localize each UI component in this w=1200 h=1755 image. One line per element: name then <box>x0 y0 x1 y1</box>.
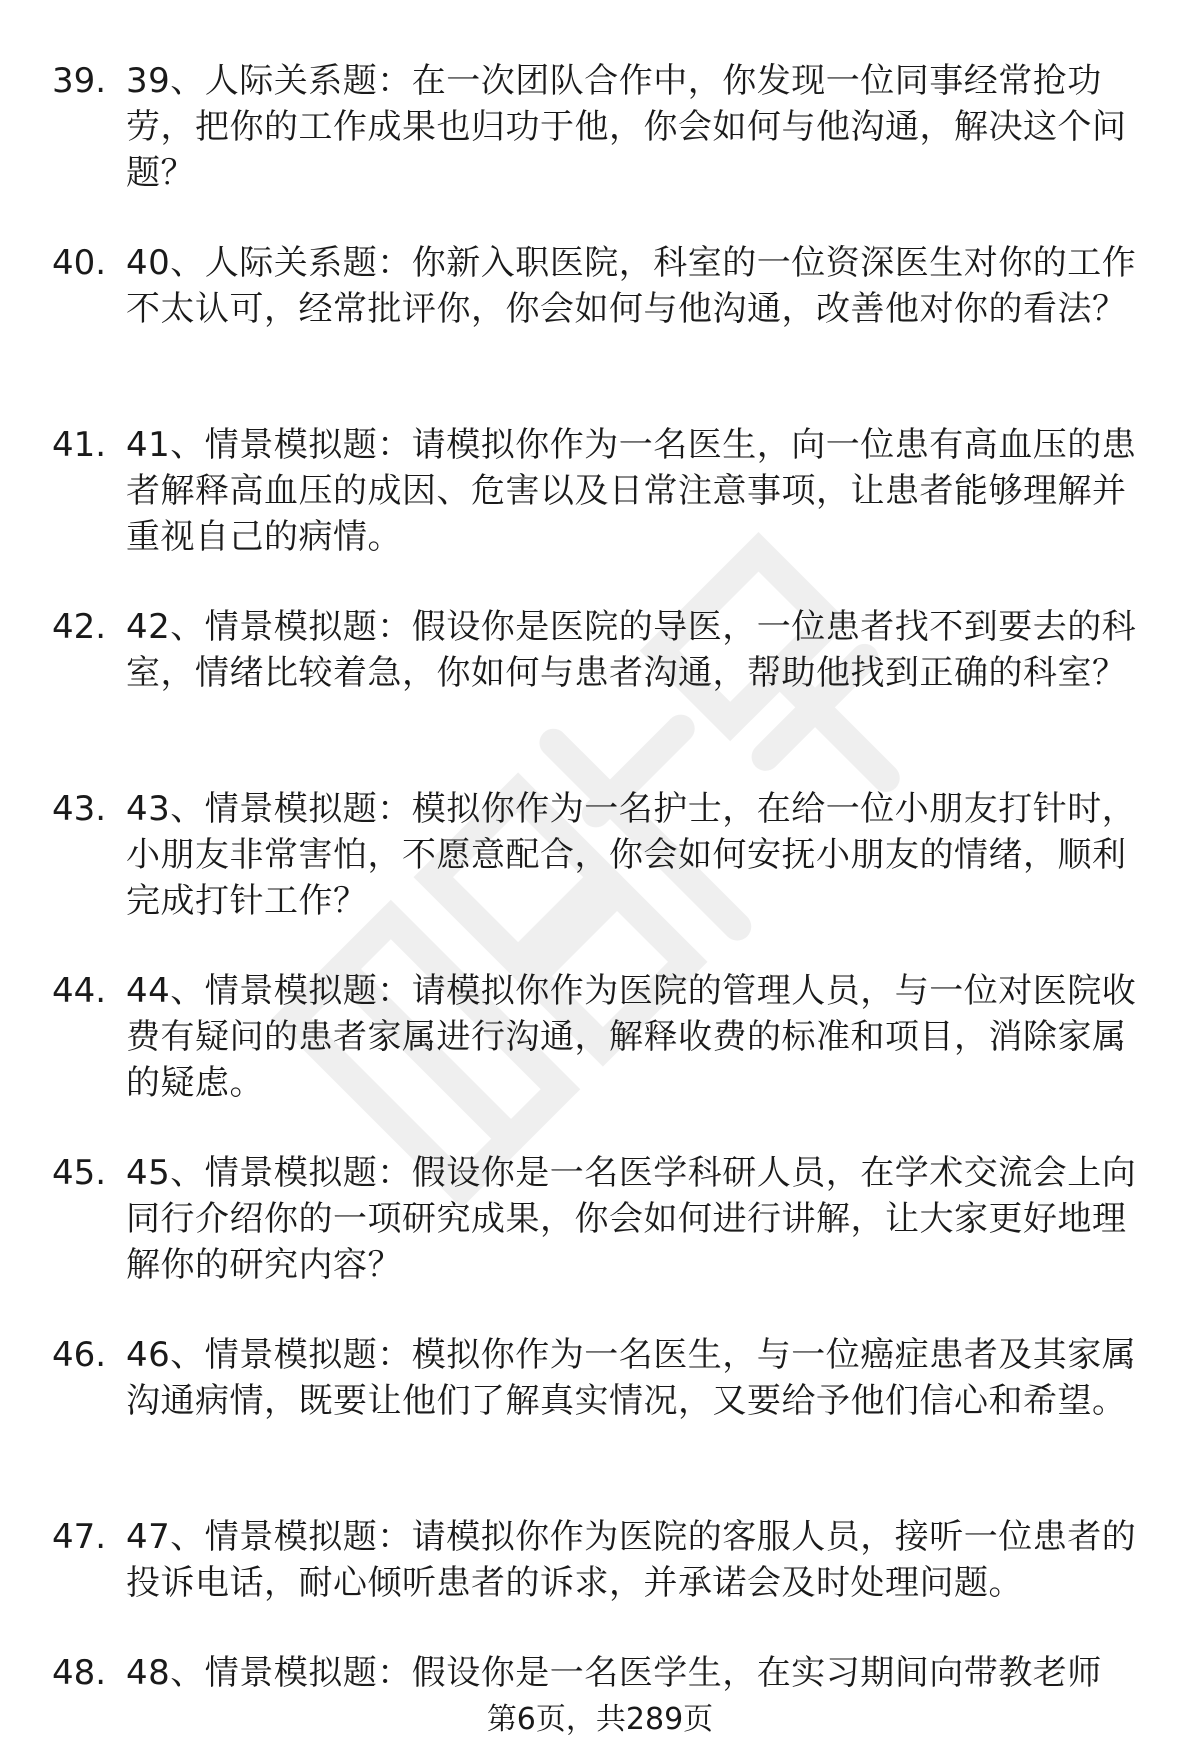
question-item <box>0 1514 1200 1650</box>
question-text: 39、人际关系题：在一次团队合作中，你发现一位同事经常抢功劳，把你的工作成果也归功于他，你会如何与他沟通，解决这个问题？ <box>126 61 1127 193</box>
question-text: 46、情景模拟题：模拟你作为一名医生，与一位癌症患者及其家属沟通病情，既要让他们了解真实情况，又要给予他们信心和希望。 <box>126 1335 1137 1421</box>
question-text: 48、情景模拟题：假设你是一名医学生，在实习期间向带教老师 <box>126 1653 1102 1693</box>
page-number-footer: 第6页，共289页 <box>486 1702 714 1737</box>
question-item <box>0 786 1200 968</box>
question-number: 39. <box>52 61 107 101</box>
question-item <box>0 604 1200 786</box>
question-text: 42、情景模拟题：假设你是医院的导医，一位患者找不到要去的科室，情绪比较着急，你如何与患者沟通，帮助他找到正确的科室？ <box>126 607 1137 693</box>
question-text: 41、情景模拟题：请模拟你作为一名医生，向一位患有高血压的患者解释高血压的成因、危害以及日常注意事项，让患者能够理解并重视自己的病情。 <box>126 425 1137 557</box>
question-item <box>0 240 1200 422</box>
question-list <box>0 58 1200 1710</box>
question-number: 40. <box>52 243 107 283</box>
question-item <box>0 58 1200 240</box>
question-item <box>0 1150 1200 1332</box>
question-number: 45. <box>52 1153 107 1193</box>
question-item <box>0 968 1200 1150</box>
question-text: 47、情景模拟题：请模拟你作为医院的客服人员，接听一位患者的投诉电话，耐心倾听患者的诉求，并承诺会及时处理问题。 <box>126 1517 1137 1603</box>
question-number: 43. <box>52 789 107 829</box>
question-item <box>0 1332 1200 1514</box>
question-number: 48. <box>52 1653 107 1693</box>
question-number: 44. <box>52 971 107 1011</box>
question-text: 43、情景模拟题：模拟你作为一名护士，在给一位小朋友打针时，小朋友非常害怕，不愿意配合，你会如何安抚小朋友的情绪，顺利完成打针工作？ <box>126 789 1137 921</box>
question-text: 44、情景模拟题：请模拟你作为医院的管理人员，与一位对医院收费有疑问的患者家属进行沟通，解释收费的标准和项目，消除家属的疑虑。 <box>126 971 1137 1103</box>
question-number: 47. <box>52 1517 107 1557</box>
question-item <box>0 422 1200 604</box>
question-number: 41. <box>52 425 107 465</box>
question-text: 45、情景模拟题：假设你是一名医学科研人员，在学术交流会上向同行介绍你的一项研究成果，你会如何进行讲解，让大家更好地理解你的研究内容？ <box>126 1153 1137 1285</box>
question-number: 42. <box>52 607 107 647</box>
question-text: 40、人际关系题：你新入职医院，科室的一位资深医生对你的工作不太认可，经常批评你，你会如何与他沟通，改善他对你的看法？ <box>126 243 1137 329</box>
question-number: 46. <box>52 1335 107 1375</box>
